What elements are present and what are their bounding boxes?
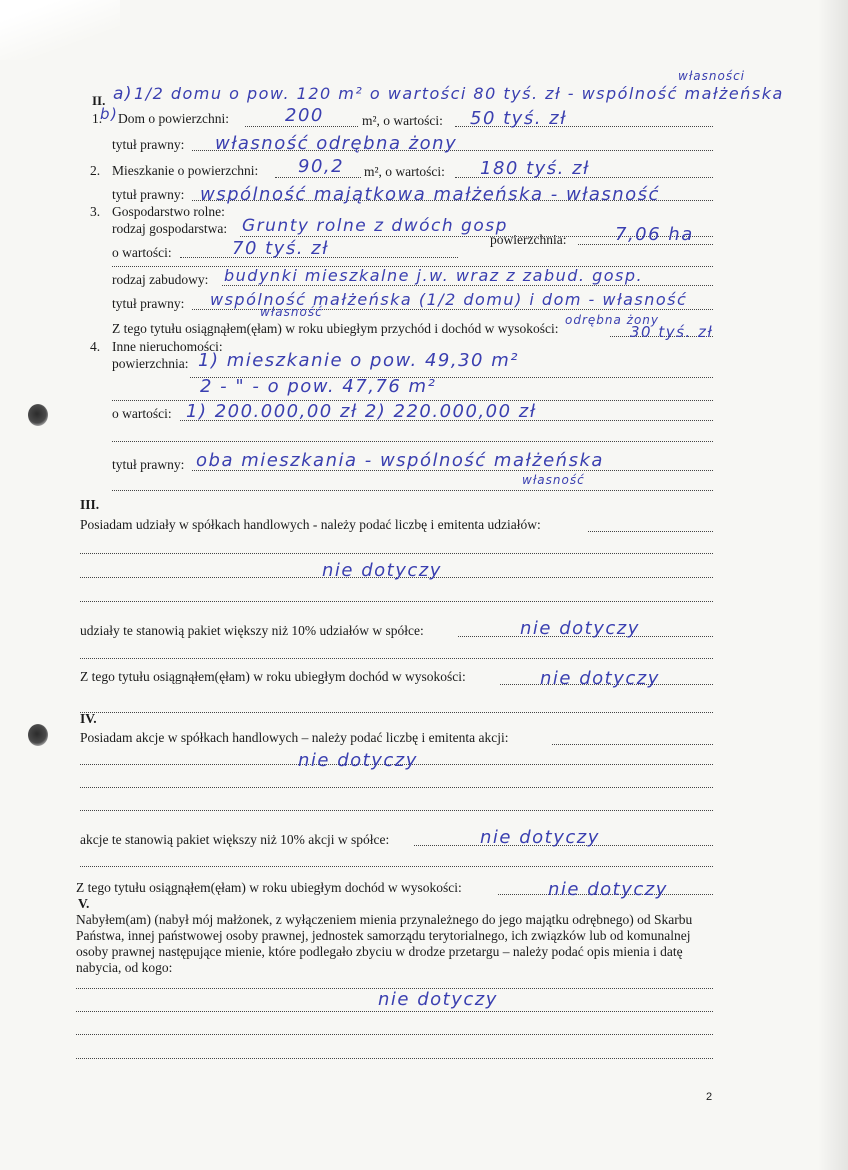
stocks-line-0 (552, 744, 713, 745)
paper-corner (0, 0, 120, 60)
farm-title-below2: odrębna żony (565, 313, 660, 327)
other-area-2: 2 - " - o pow. 47,76 m² (200, 376, 437, 397)
shares-line-1 (80, 553, 713, 554)
shares-pkg-answer: nie dotyczy (520, 618, 640, 639)
stocks-pkg-label: akcje te stanowią pakiet większy niż 10% akcji w spółce: (80, 832, 390, 847)
farm-buildings-label: rodzaj zabudowy: (112, 272, 209, 287)
other-title-line-2 (112, 490, 713, 491)
stocks-line-2 (80, 787, 713, 788)
farm-income: 30 tyś. zł (630, 323, 714, 341)
section-iv-heading: IV. (80, 711, 97, 726)
flat-title-label: tytuł prawny: (112, 187, 185, 202)
other-extra-line (112, 441, 713, 442)
farm-type-label: rodzaj gospodarstwa: (112, 221, 228, 236)
stocks-income-label: Z tego tytułu osiągnąłem(ęłam) w roku ubiegłym dochód w wysokości: (76, 880, 462, 895)
punch-hole-bottom (28, 724, 48, 746)
farm-buildings: budynki mieszkalne j.w. wraz z zabud. gosp. (224, 266, 644, 285)
stocks-income-answer: nie dotyczy (548, 879, 668, 900)
shares-income-line-2 (80, 712, 713, 713)
house-area-line (245, 126, 358, 127)
section-v-text: Nabyłem(am) (nabył mój małżonek, z wyłączeniem mienia przynależnego do jego majątku odrębnego) od Skarbu Państwa, innej państwowej osoby prawnej, jednostek samorządu terytorialnego, ich związków lub od komunalnej osoby prawnej następujące mienie, które podlegało zbyciu w drodze przetargu – należy podać opis mienia i datę nabycia, od kogo: (76, 912, 693, 975)
house-label: Dom o powierzchni: (118, 111, 229, 126)
farm-income-label: Z tego tytułu osiągnąłem(ęłam) w roku ubiegłym przychód i dochód w wysokości: (112, 321, 559, 336)
stocks-pkg-answer: nie dotyczy (480, 827, 600, 848)
farm-buildings-line (222, 285, 713, 286)
farm-area-label: powierzchnia: (490, 232, 567, 247)
hw-prefix-b: b) (100, 105, 119, 123)
farm-title: wspólność małżeńska (1/2 domu) i dom - własność (210, 290, 688, 309)
hw-section-heading: 1/2 domu o pow. 120 m² o wartości 80 tyś. zł - wspólność małżeńska (134, 84, 784, 103)
item3-number: 3. (90, 204, 101, 219)
item1-number: 1. (92, 111, 103, 126)
other-area-label: powierzchnia: (112, 356, 189, 371)
shares-line-0 (588, 531, 713, 532)
hw-prefix-a: a) (113, 84, 134, 104)
other-value-label: o wartości: (112, 406, 172, 421)
shares-pkg-label: udziały te stanowią pakiet większy niż 10% udziałów w spółce: (80, 623, 424, 638)
hw-heading-above: własności (678, 69, 745, 83)
other-title-label: tytuł prawny: (112, 457, 185, 472)
farm-type: Grunty rolne z dwóch gosp (242, 216, 508, 236)
stocks-label: Posiadam akcje w spółkach handlowych – należy podać liczbę i emitenta akcji: (80, 730, 509, 745)
page-number: 2 (706, 1091, 713, 1103)
flat-label: Mieszkanie o powierzchni: (112, 163, 259, 178)
shares-extra-line (80, 658, 713, 659)
section-ii-heading: II. (92, 93, 106, 108)
section-v-line-3 (76, 1034, 713, 1035)
other-title: oba mieszkania - wspólność małżeńska (196, 450, 604, 471)
section-v-heading: V. (78, 896, 90, 911)
item2-number: 2. (90, 163, 101, 178)
stocks-answer: nie dotyczy (298, 750, 418, 771)
house-title-label: tytuł prawny: (112, 137, 185, 152)
shares-label: Posiadam udziały w spółkach handlowych - należy podać liczbę i emitenta udziałów: (80, 517, 541, 532)
m2-value-label-1: m², o wartości: (362, 113, 443, 128)
punch-hole-top (28, 404, 48, 426)
section-v-line-4 (76, 1058, 713, 1059)
farm-title-label: tytuł prawny: (112, 296, 185, 311)
flat-area: 90,2 (298, 156, 345, 177)
item4-number: 4. (90, 339, 101, 354)
stocks-extra-line (80, 866, 713, 867)
farm-value-label: o wartości: (112, 245, 172, 260)
shares-income-answer: nie dotyczy (540, 668, 660, 689)
farm-title-below: własność (260, 305, 323, 319)
flat-value: 180 tyś. zł (480, 158, 590, 179)
farm-label: Gospodarstwo rolne: (112, 204, 225, 219)
section-v-line-2 (76, 1011, 713, 1012)
other-area-1: 1) mieszkanie o pow. 49,30 m² (198, 350, 519, 371)
house-title: własność odrębna żony (215, 133, 458, 154)
section-iii-heading: III. (80, 497, 100, 512)
farm-area: 7,06 ha (615, 224, 694, 245)
shares-income-label: Z tego tytułu osiągnąłem(ęłam) w roku ubiegłym dochód w wysokości: (80, 669, 466, 684)
house-value: 50 tyś. zł (470, 108, 567, 129)
house-area: 200 (285, 105, 324, 126)
stocks-line-3 (80, 810, 713, 811)
farm-value: 70 tyś. zł (232, 238, 329, 259)
other-value: 1) 200.000,00 zł 2) 220.000,00 zł (186, 401, 537, 422)
other-title-below: własność (522, 473, 585, 487)
flat-title: wspólność majątkowa małżeńska - własność (200, 184, 660, 205)
shares-line-3 (80, 601, 713, 602)
other-label: Inne nieruchomości: (112, 339, 223, 354)
shares-answer: nie dotyczy (322, 560, 442, 581)
scan-shadow (818, 0, 848, 1170)
flat-area-line (275, 177, 361, 178)
section-v-answer: nie dotyczy (378, 989, 498, 1010)
m2-value-label-2: m², o wartości: (364, 164, 445, 179)
